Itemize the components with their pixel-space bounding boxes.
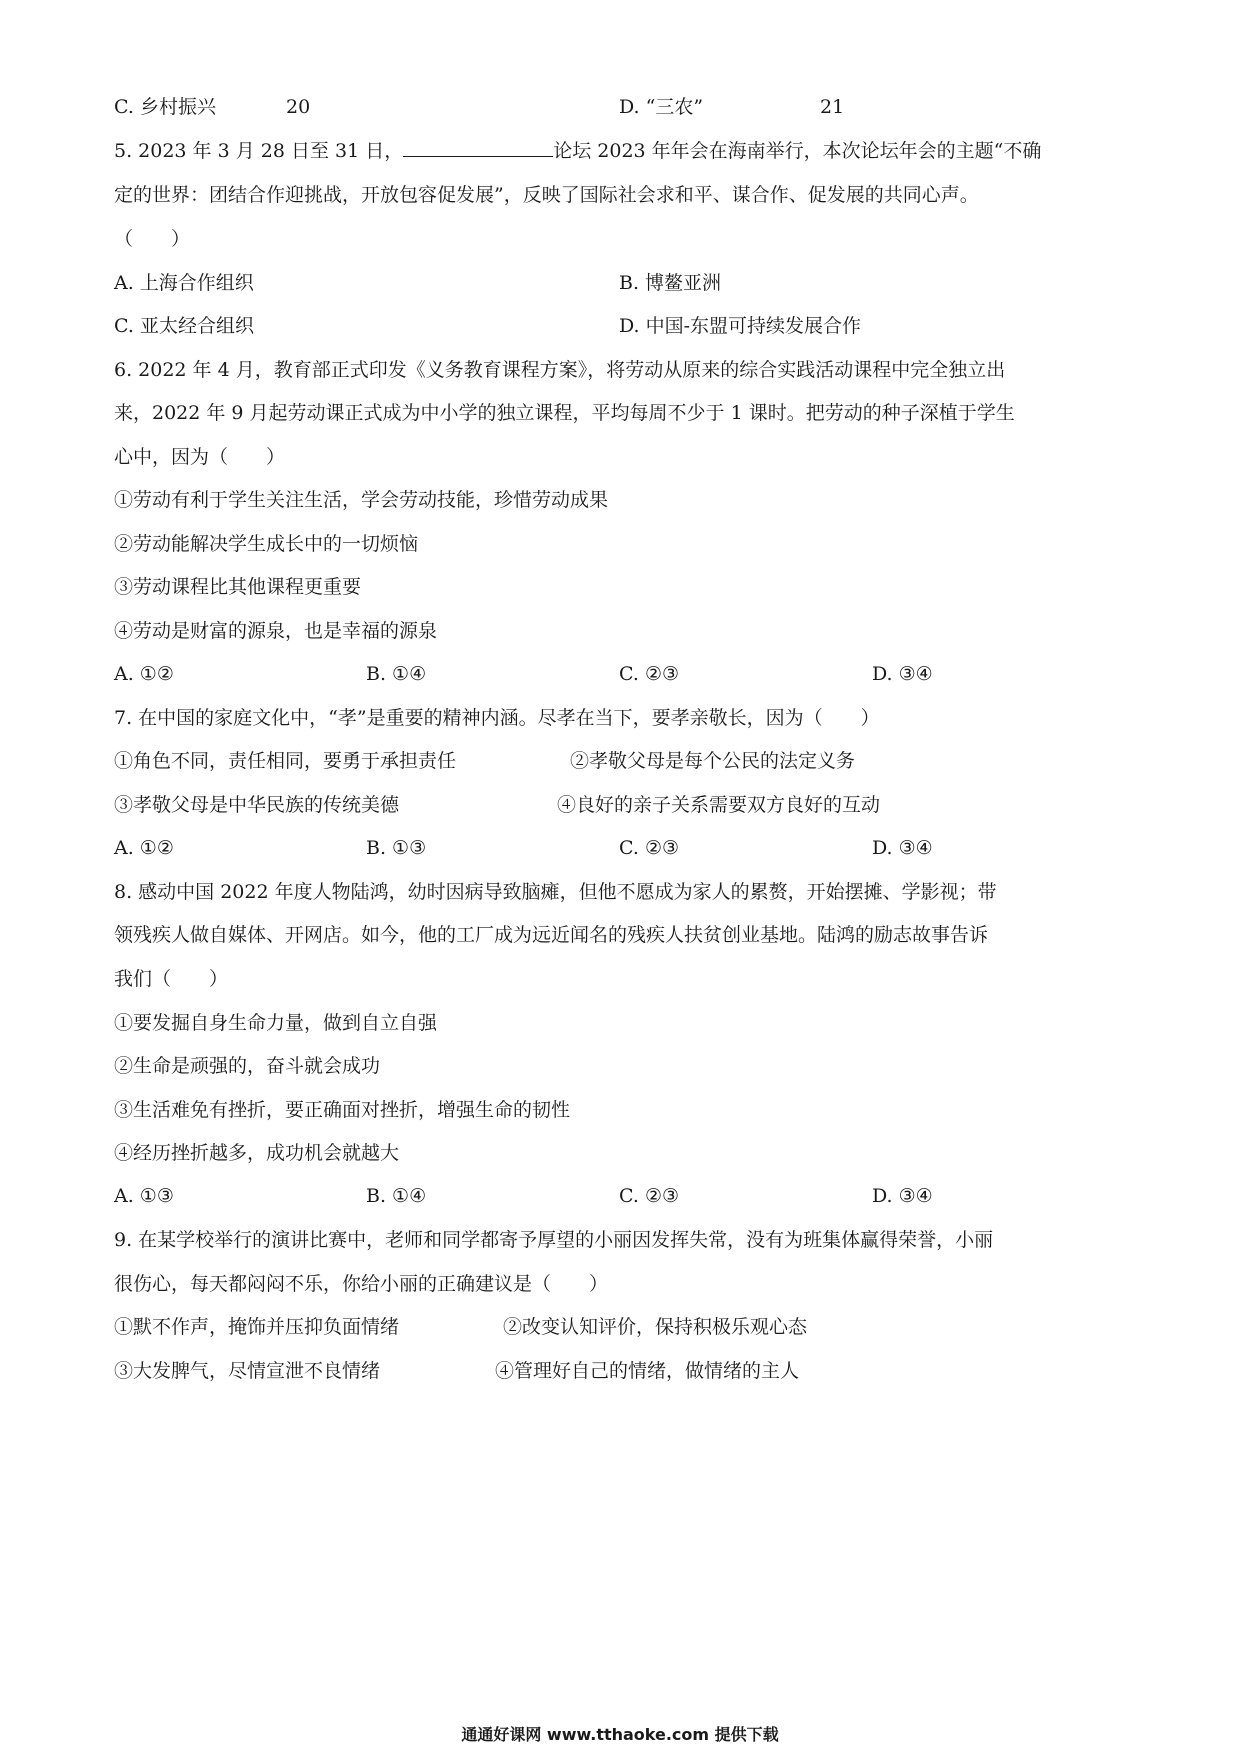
- q7-stem-line1: 7. 在中国的家庭文化中，“孝”是重要的精神内涵。尽孝在当下，要孝亲敬长，因为（ ）: [114, 707, 880, 729]
- q8-option-b: B. ①④: [366, 1185, 427, 1207]
- q9-item-4: ④管理好自己的情绪，做情绪的主人: [495, 1360, 800, 1382]
- q7-item-2: ②孝敬父母是每个公民的法定义务: [570, 750, 856, 772]
- q5-option-b: B. 博鳌亚洲: [619, 272, 722, 294]
- q5-stem-prefix: 5. 2023 年 3 月 28 日至 31 日，: [114, 140, 404, 162]
- q8-item-2: ②生命是顽强的，奋斗就会成功: [114, 1055, 381, 1077]
- q6-option-c: C. ②③: [619, 663, 680, 685]
- q5-option-d: D. 中国-东盟可持续发展合作: [619, 315, 862, 337]
- q6-item-2: ②劳动能解决学生成长中的一切烦恼: [114, 533, 419, 555]
- q8-stem-line2: 领残疾人做自媒体、开网店。如今，他的工厂成为远近闻名的残疾人扶贫创业基地。陆鸿的励志故事告诉: [114, 924, 989, 946]
- q8-option-a: A. ①③: [114, 1185, 174, 1207]
- q5-fill-blank: [403, 138, 553, 157]
- q5-option-a: A. 上海合作组织: [114, 272, 254, 294]
- q4-option-d: D. “三农”: [619, 96, 704, 118]
- q6-item-3: ③劳动课程比其他课程更重要: [114, 576, 362, 598]
- q7-option-a: A. ①②: [114, 837, 174, 859]
- q5-stem-suffix: 论坛 2023 年年会在海南举行，本次论坛年会的主题“不确: [553, 140, 1042, 162]
- q8-stem-line3: 我们（ ）: [114, 968, 229, 990]
- q8-option-d: D. ③④: [872, 1185, 933, 1207]
- q6-option-a: A. ①②: [114, 663, 174, 685]
- q6-item-4: ④劳动是财富的源泉，也是幸福的源泉: [114, 620, 438, 642]
- q7-item-1: ①角色不同，责任相同，要勇于承担责任: [114, 750, 457, 772]
- q6-option-d: D. ③④: [872, 663, 933, 685]
- q9-item-3: ③大发脾气，尽情宣泄不良情绪: [114, 1360, 381, 1382]
- q5-options-row1: [114, 270, 1124, 296]
- q6-item-1: ①劳动有利于学生关注生活，学会劳动技能，珍惜劳动成果: [114, 489, 609, 511]
- q5-options-row2: [114, 313, 1124, 339]
- q5-stem-line2: 定的世界：团结合作迎挑战，开放包容促发展”，反映了国际社会求和平、谋合作、促发展的共同心声。: [114, 184, 979, 206]
- q5-option-c: C. 亚太经合组织: [114, 315, 254, 337]
- q9-stem-line2: 很伤心，每天都闷闷不乐，你给小丽的正确建议是（ ）: [114, 1273, 609, 1295]
- q5-stem-line1: [114, 138, 1041, 164]
- q9-stem-line1: 9. 在某学校举行的演讲比赛中，老师和同学都寄予厚望的小丽因发挥失常，没有为班集体赢得荣誉，小丽: [114, 1229, 994, 1251]
- q7-options-row: [114, 835, 1124, 861]
- q7-items-row1: [114, 748, 1124, 774]
- q4-option-c-num: 20: [286, 96, 311, 118]
- page-footer-source: 通通好课网 www.tthaoke.com 提供下载: [461, 1725, 779, 1744]
- q7-option-c: C. ②③: [619, 837, 680, 859]
- q6-stem-line1: 6. 2022 年 4 月，教育部正式印发《义务教育课程方案》，将劳动从原来的综合实践活动课程中完全独立出: [114, 359, 1006, 381]
- q7-option-b: B. ①③: [366, 837, 427, 859]
- q9-item-1: ①默不作声，掩饰并压抑负面情绪: [114, 1316, 400, 1338]
- q6-options-row: [114, 661, 1124, 687]
- q4-option-d-num: 21: [820, 96, 845, 118]
- q8-option-c: C. ②③: [619, 1185, 680, 1207]
- q8-options-row: [114, 1183, 1124, 1209]
- q6-stem-line2: 来，2022 年 9 月起劳动课正式成为中小学的独立课程，平均每周不少于 1 课时。把劳动的种子深植于学生: [114, 402, 1015, 424]
- q9-item-2: ②改变认知评价，保持积极乐观心态: [503, 1316, 808, 1338]
- q7-option-d: D. ③④: [872, 837, 933, 859]
- q9-items-row1: [114, 1314, 1124, 1340]
- q7-item-4: ④良好的亲子关系需要双方良好的互动: [557, 794, 881, 816]
- q7-item-3: ③孝敬父母是中华民族的传统美德: [114, 794, 400, 816]
- q8-item-3: ③生活难免有挫折，要正确面对挫折，增强生命的韧性: [114, 1099, 571, 1121]
- q4-options-row: [114, 94, 1124, 120]
- q5-stem-line3: （ ）: [114, 228, 191, 250]
- q6-option-b: B. ①④: [366, 663, 427, 685]
- q7-items-row2: [114, 792, 1124, 818]
- q8-stem-line1: 8. 感动中国 2022 年度人物陆鸿，幼时因病导致脑瘫，但他不愿成为家人的累赘，开始摆摊、学影视；带: [114, 881, 997, 903]
- q8-item-1: ①要发掘自身生命力量，做到自立自强: [114, 1012, 438, 1034]
- q4-option-c: C. 乡村振兴: [114, 96, 216, 118]
- q9-items-row2: [114, 1358, 1124, 1384]
- q8-item-4: ④经历挫折越多，成功机会就越大: [114, 1142, 400, 1164]
- q6-stem-line3: 心中，因为（ ）: [114, 446, 286, 468]
